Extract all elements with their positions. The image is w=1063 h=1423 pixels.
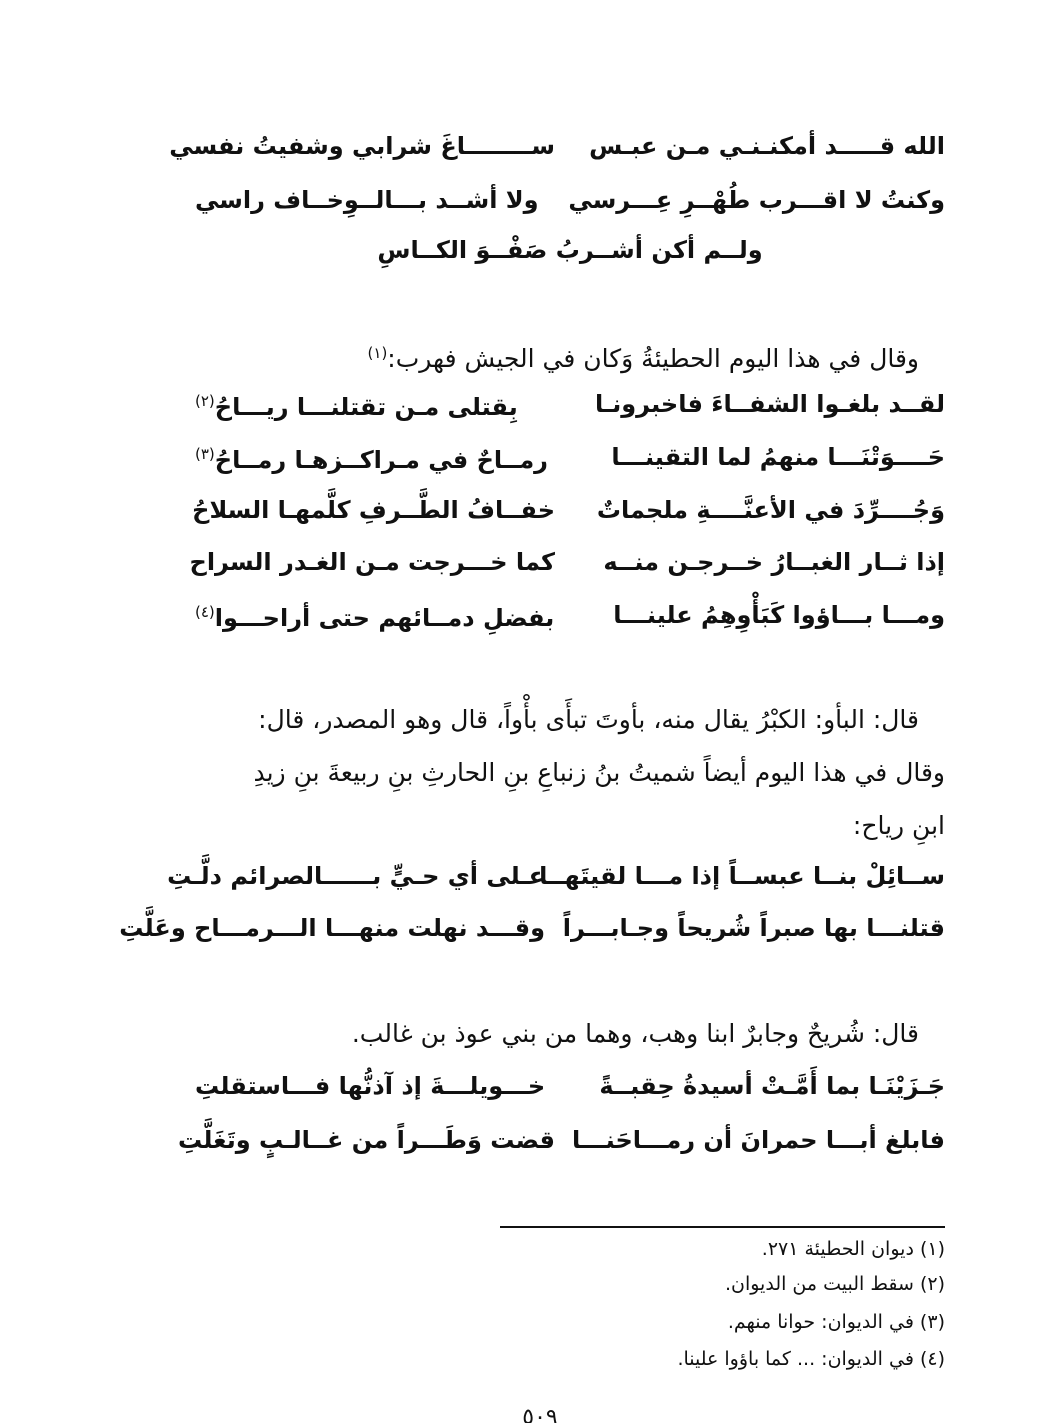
verse-second-hemistich: قتلنـــا بها صبراً شُريحاً وجـابـــراً	[562, 914, 945, 942]
prose-text: وقال في هذا اليوم أيضاً شميتُ بنُ زنباعِ بنِ الحارثِ بنِ ربيعةَ بنِ زيدِ	[253, 758, 945, 787]
verse-line	[189, 542, 945, 582]
footnote-marker: (٢)	[195, 392, 215, 410]
verse-line	[167, 856, 945, 896]
prose-line	[195, 700, 945, 740]
footnote: (٤) في الديوان: ... كما باؤوا علينا.	[677, 1348, 945, 1370]
footnote-marker: (٣)	[195, 445, 215, 463]
prose-text: ابنِ رياح:	[852, 811, 945, 840]
intro-text: وقال في هذا اليوم الحطيئةُ وَكان في الجيش فهرب:	[387, 344, 919, 374]
verse-line	[195, 595, 945, 635]
verse-first-hemistich: لقــد بلغـوا الشفــاءَ فاخبرونـا	[595, 390, 945, 418]
footnote-marker: (١)	[367, 344, 388, 362]
intro-paragraph	[195, 333, 945, 379]
verse-second-hemistich: قضت وَطَـــراً من غــالـبٍ وتَغَلَّتِ	[177, 1126, 555, 1154]
footnote: (١) ديوان الحطيئة ٢٧١.	[761, 1238, 945, 1260]
hemistich-text: بفضلِ دمــائهم حتى أراحـــوا	[214, 604, 555, 632]
verse-first-hemistich: جَـزَيْنَـا بما أَمَّـتْ أسيدةُ حِقبــةً	[599, 1072, 945, 1100]
verse-first-hemistich: حَــــوَتْنَـــا منهمُ لما التقينـــا	[611, 443, 945, 471]
prose-line	[195, 806, 945, 846]
verse-line-single	[195, 230, 945, 270]
verse-first-hemistich: ومـــا بـــاؤوا كَبَأْوِهِمُ علينـــا	[613, 601, 945, 629]
verse-line	[177, 1120, 945, 1160]
verse-first-hemistich: وقـــد نهلت منهـــا الـــرمـــاح وعَلَّتِ	[119, 914, 545, 942]
prose-text: قال: البأو: الكبْرُ يقال منه، بأوتَ تبأَى بأْواً، قال وهو المصدر، قال:	[258, 705, 919, 734]
verse-second-hemistich: خفــافُ الطَّــرفِ كلَّمهـا السلاحُ	[192, 496, 555, 524]
prose-line	[195, 1014, 945, 1054]
verse-first-hemistich: الله قـــــد أمكنـنـي مـن عبـس	[589, 132, 945, 160]
verse-second-hemistich: ولا أشــد بـــالــوِخــاف راسي	[195, 186, 539, 214]
verse-single-hemistich: ولــم أكن أشــربُ صَفْــوَ الكــاسِ	[377, 236, 763, 264]
verse-first-hemistich: وَجُــــرِّدَ في الأعنَّــــةِ ملجماتٌ	[596, 496, 945, 524]
verse-second-hemistich: خـــويلـــةَ إذ آذنُّها فـــاستقلتِ	[195, 1072, 546, 1100]
verse-line	[192, 490, 945, 530]
footnote: (٣) في الديوان: حوانا منهم.	[727, 1311, 945, 1333]
verse-second-hemistich: كما خـــرجت مـن الغـدر السراح	[189, 548, 555, 576]
prose-text: قال: شُريحٌ وجابرٌ ابنا وهب، وهما من بني عوذ بن غالب.	[351, 1019, 919, 1048]
verse-second-hemistich	[195, 592, 555, 638]
verse-line	[119, 908, 945, 948]
verse-second-hemistich	[195, 434, 555, 480]
verse-second-hemistich: ســائِلْ بنــا عبســاً إذا مـــا لقيتَهــا	[539, 862, 945, 890]
footnote-divider	[500, 1226, 945, 1228]
verse-second-hemistich: ســــــــاغَ شرابي وشفيتُ نفسي	[169, 132, 555, 160]
prose-line	[195, 753, 945, 793]
hemistich-text: بِقتلى مـن تقتلنـــا ريـــاحُ	[214, 393, 518, 421]
verse-first-hemistich: فابلغ أبـــا حمرانَ أن رمـــاحَنـــا	[572, 1126, 945, 1154]
verse-line	[195, 1066, 945, 1106]
verse-second-hemistich	[195, 381, 555, 427]
verse-line	[195, 180, 945, 220]
hemistich-text: رمــاحٌ في مـراكــزهـا رمــاحُ	[214, 446, 548, 474]
verse-first-hemistich: إذا ثــار الغبــارُ خــرجـن منــه	[603, 548, 945, 576]
verse-line	[195, 437, 945, 477]
page-number: ٥٠٩	[522, 1405, 558, 1423]
footnote: (٢) سقط البيت من الديوان.	[724, 1273, 945, 1295]
verse-first-hemistich: عـلى أي حـيٍّ بــــــالصرائم دلَّـتِ	[167, 862, 545, 890]
verse-first-hemistich: وكنتُ لا اقـــرب طُهْــرِ عِـــرسي	[568, 186, 945, 214]
verse-line	[195, 384, 945, 424]
verse-line	[169, 126, 945, 166]
footnote-marker: (٤)	[195, 603, 215, 621]
